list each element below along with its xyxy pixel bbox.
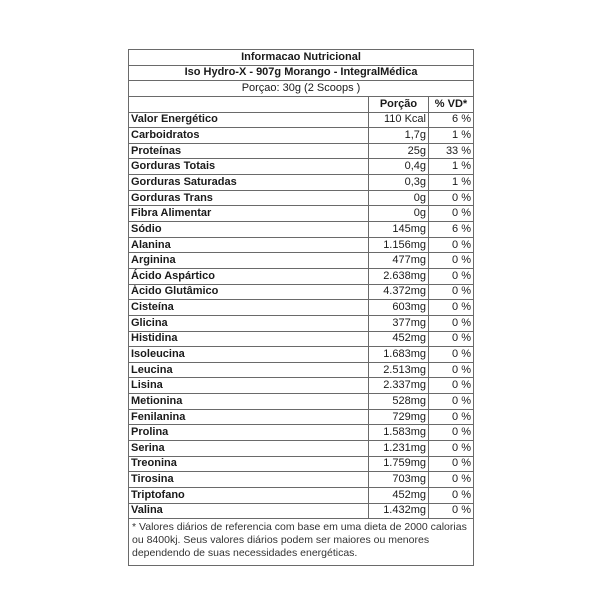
nutrient-row <box>129 315 474 331</box>
nutrient-portion: 528mg <box>369 394 429 410</box>
nutrient-portion: 1,7g <box>369 128 429 144</box>
nutrient-daily-value: 0 % <box>429 425 474 441</box>
nutrient-row <box>129 456 474 472</box>
nutrient-portion: 0,3g <box>369 175 429 191</box>
nutrient-row <box>129 362 474 378</box>
title-row <box>129 50 474 66</box>
nutrient-daily-value: 0 % <box>429 284 474 300</box>
nutrient-row <box>129 487 474 503</box>
product-row <box>129 65 474 81</box>
nutrient-portion: 1.759mg <box>369 456 429 472</box>
nutrient-name: Gorduras Trans <box>129 190 369 206</box>
nutrient-daily-value: 0 % <box>429 456 474 472</box>
nutrient-name: Alanina <box>129 237 369 253</box>
nutrient-row <box>129 112 474 128</box>
nutrient-row <box>129 300 474 316</box>
nutrient-name: Gorduras Totais <box>129 159 369 175</box>
nutrient-portion: 2.638mg <box>369 268 429 284</box>
nutrient-portion: 1.231mg <box>369 441 429 457</box>
nutrient-daily-value: 1 % <box>429 128 474 144</box>
nutrient-name: Fenilanina <box>129 409 369 425</box>
nutrient-name: Leucina <box>129 362 369 378</box>
nutrient-name: Isoleucina <box>129 347 369 363</box>
nutrient-portion: 452mg <box>369 331 429 347</box>
nutrient-portion: 603mg <box>369 300 429 316</box>
nutrient-row <box>129 284 474 300</box>
nutrient-row <box>129 331 474 347</box>
nutrient-portion: 0,4g <box>369 159 429 175</box>
nutrient-daily-value: 1 % <box>429 175 474 191</box>
nutrient-daily-value: 0 % <box>429 331 474 347</box>
nutrient-name: Lisina <box>129 378 369 394</box>
nutrient-daily-value: 0 % <box>429 378 474 394</box>
nutrient-row <box>129 425 474 441</box>
table-title: Informacao Nutricional <box>129 50 474 66</box>
nutrient-row <box>129 175 474 191</box>
nutrient-daily-value: 0 % <box>429 315 474 331</box>
nutrient-row <box>129 409 474 425</box>
nutrient-row <box>129 206 474 222</box>
column-header-row <box>129 96 474 112</box>
nutrient-name: Serina <box>129 441 369 457</box>
nutrient-portion: 145mg <box>369 222 429 238</box>
nutrient-name: Prolina <box>129 425 369 441</box>
nutrient-portion: 1.583mg <box>369 425 429 441</box>
nutrient-name: Carboidratos <box>129 128 369 144</box>
nutrient-portion: 477mg <box>369 253 429 269</box>
nutrient-daily-value: 0 % <box>429 347 474 363</box>
nutrient-daily-value: 0 % <box>429 268 474 284</box>
product-name: Iso Hydro-X - 907g Morango - IntegralMédica <box>129 65 474 81</box>
column-header-portion: Porção <box>369 96 429 112</box>
nutrient-name: Valina <box>129 503 369 519</box>
nutrient-name: Fibra Alimentar <box>129 206 369 222</box>
nutrient-daily-value: 1 % <box>429 159 474 175</box>
serving-size: Porçao: 30g (2 Scoops ) <box>129 81 474 97</box>
nutrient-portion: 2.337mg <box>369 378 429 394</box>
nutrient-daily-value: 0 % <box>429 394 474 410</box>
nutrient-row <box>129 378 474 394</box>
nutrient-daily-value: 0 % <box>429 409 474 425</box>
nutrient-row <box>129 253 474 269</box>
header-blank-cell <box>129 96 369 112</box>
nutrient-portion: 452mg <box>369 487 429 503</box>
nutrient-daily-value: 0 % <box>429 300 474 316</box>
nutrient-name: Arginina <box>129 253 369 269</box>
nutrient-row <box>129 143 474 159</box>
nutrient-row <box>129 128 474 144</box>
nutrient-portion: 1.432mg <box>369 503 429 519</box>
nutrient-daily-value: 0 % <box>429 253 474 269</box>
nutrient-daily-value: 6 % <box>429 222 474 238</box>
nutrition-table-body <box>129 50 474 566</box>
nutrient-name: Glicina <box>129 315 369 331</box>
column-header-vd: % VD* <box>429 96 474 112</box>
nutrient-portion: 2.513mg <box>369 362 429 378</box>
nutrient-row <box>129 237 474 253</box>
nutrient-portion: 703mg <box>369 472 429 488</box>
nutrient-daily-value: 33 % <box>429 143 474 159</box>
nutrient-name: Tirosina <box>129 472 369 488</box>
nutrient-row <box>129 159 474 175</box>
nutrient-portion: 1.683mg <box>369 347 429 363</box>
nutrient-portion: 377mg <box>369 315 429 331</box>
nutrient-portion: 1.156mg <box>369 237 429 253</box>
nutrient-name: Proteínas <box>129 143 369 159</box>
nutrient-daily-value: 0 % <box>429 237 474 253</box>
nutrient-portion: 110 Kcal <box>369 112 429 128</box>
nutrient-name: Sódio <box>129 222 369 238</box>
footnote-row <box>129 519 474 565</box>
nutrient-row <box>129 441 474 457</box>
nutrient-name: Cisteína <box>129 300 369 316</box>
nutrient-daily-value: 0 % <box>429 472 474 488</box>
nutrient-daily-value: 0 % <box>429 362 474 378</box>
nutrition-facts-table <box>128 49 474 566</box>
nutrient-row <box>129 472 474 488</box>
nutrient-daily-value: 0 % <box>429 441 474 457</box>
serving-row <box>129 81 474 97</box>
nutrient-row <box>129 503 474 519</box>
nutrient-daily-value: 0 % <box>429 503 474 519</box>
nutrient-name: Histidina <box>129 331 369 347</box>
nutrient-row <box>129 190 474 206</box>
nutrient-name: Treonina <box>129 456 369 472</box>
nutrient-row <box>129 394 474 410</box>
nutrient-daily-value: 0 % <box>429 206 474 222</box>
nutrient-name: Gorduras Saturadas <box>129 175 369 191</box>
nutrient-portion: 4.372mg <box>369 284 429 300</box>
nutrient-daily-value: 0 % <box>429 190 474 206</box>
nutrient-daily-value: 0 % <box>429 487 474 503</box>
nutrient-daily-value: 6 % <box>429 112 474 128</box>
nutrient-portion: 25g <box>369 143 429 159</box>
nutrient-name: Ácido Glutâmico <box>129 284 369 300</box>
nutrient-name: Triptofano <box>129 487 369 503</box>
nutrient-name: Ácido Aspártico <box>129 268 369 284</box>
nutrient-row <box>129 268 474 284</box>
nutrient-name: Valor Energético <box>129 112 369 128</box>
nutrient-name: Metionina <box>129 394 369 410</box>
footnote-text: * Valores diários de referencia com base em uma dieta de 2000 calorias ou 8400kj. Seus valores diários podem ser maiores ou menores dependendo de suas necessidades energéticas. <box>129 519 474 565</box>
nutrient-portion: 0g <box>369 206 429 222</box>
nutrient-portion: 729mg <box>369 409 429 425</box>
nutrient-row <box>129 347 474 363</box>
nutrient-row <box>129 222 474 238</box>
nutrient-portion: 0g <box>369 190 429 206</box>
